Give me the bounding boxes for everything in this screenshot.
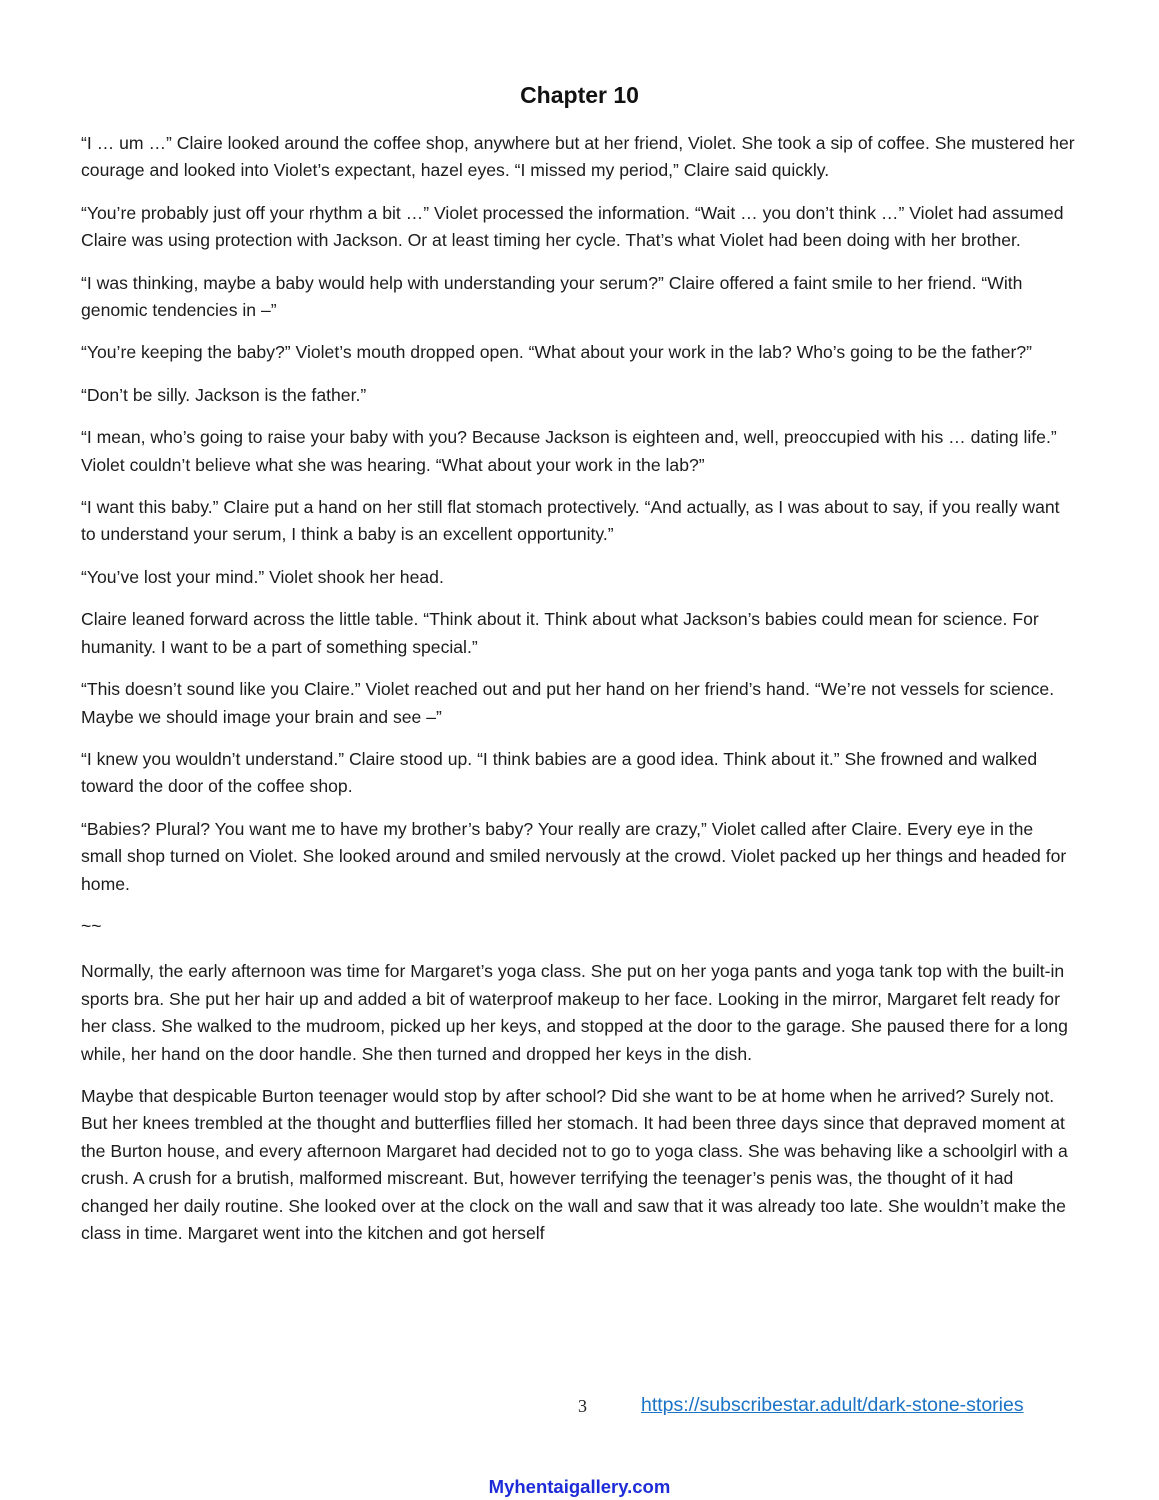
paragraph-1: “I … um …” Claire looked around the coffee shop, anywhere but at her friend, Violet. She took a sip of coffee. She mustered her courage and looked into Violet’s expectant, hazel eyes. “I missed my period,” Claire said quickly. (81, 133, 1075, 181)
paragraph-4: “You’re keeping the baby?” Violet’s mouth dropped open. “What about your work in the lab? Who’s going to be the father?” (81, 342, 1032, 363)
paragraph-9: Claire leaned forward across the little table. “Think about it. Think about what Jackson’s babies could mean for science. For humanity. I want to be a part of something special.” (81, 609, 1039, 657)
subscribestar-link[interactable]: https://subscribestar.adult/dark-stone-stories (641, 1394, 1024, 1416)
paragraph-5: “Don’t be silly. Jackson is the father.” (81, 384, 367, 405)
paragraph-11: “I knew you wouldn’t understand.” Claire stood up. “I think babies are a good idea. Think about it.” She frowned and walked toward the door of the coffee shop. (81, 748, 1038, 797)
site-watermark: Myhentaigallery.com (488, 1476, 671, 1497)
paragraph-7: “I want this baby.” Claire put a hand on her still flat stomach protectively. “And actually, as I was about to say, if you really want to understand your serum, I think a baby is an excellent opportunity.” (81, 497, 1060, 545)
scene-separator: ~~ (81, 915, 102, 936)
paragraph-8: “You’ve lost your mind.” Violet shook her head. (81, 566, 444, 587)
body-text (81, 130, 1076, 1262)
paragraph-14: Maybe that despicable Burton teenager would stop by after school? Did she want to be at home when he arrived? Surely not. But her knees trembled at the thought and butterflies filled her stomach. It had been three days since that depraved moment at the Burton house, and every afternoon Margaret had decided not to go to yoga class. She was behaving like a schoolgirl with a crush. A crush for a brutish, malformed miscreant. But, however terrifying the teenager’s penis was, the thought of it had changed her daily routine. She looked over at the clock on the wall and saw that it was already too late. She wouldn’t make the class in time. Margaret went into the kitchen and got herself (81, 1085, 1068, 1243)
page-number: 3 (578, 1396, 587, 1416)
paragraph-10: “This doesn’t sound like you Claire.” Violet reached out and put her hand on her friend’s hand. “We’re not vessels for science. Maybe we should image your brain and see –” (81, 679, 1055, 727)
paragraph-13: Normally, the early afternoon was time for Margaret’s yoga class. She put on her yoga pants and yoga tank top with the built-in sports bra. She put her hair up and added a bit of waterproof makeup to her face. Looking in the mirror, Margaret felt ready for her class. She walked to the mudroom, picked up her keys, and stopped at the door to the garage. She paused there for a long while, her hand on the door handle. She then turned and dropped her keys in the dish. (81, 961, 1068, 1064)
chapter-title: Chapter 10 (520, 82, 639, 108)
paragraph-6: “I mean, who’s going to raise your baby with you? Because Jackson is eighteen and, well, preoccupied with his … dating life.” Violet couldn’t believe what she was hearing. “What about your work in the lab?” (81, 427, 1057, 475)
paragraph-2: “You’re probably just off your rhythm a bit …” Violet processed the information. “Wait … you don’t think …” Violet had assumed Claire was using protection with Jackson. Or at least timing her cycle. That’s what Violet had been doing with her brother. (81, 202, 1064, 251)
paragraph-3: “I was thinking, maybe a baby would help with understanding your serum?” Claire offered a faint smile to her friend. “With genomic tendencies in –” (81, 272, 1023, 321)
paragraph-12: “Babies? Plural? You want me to have my brother’s baby? Your really are crazy,” Violet called after Claire. Every eye in the small shop turned on Violet. She looked around and smiled nervously at the crowd. Violet packed up her things and headed for home. (81, 818, 1067, 894)
